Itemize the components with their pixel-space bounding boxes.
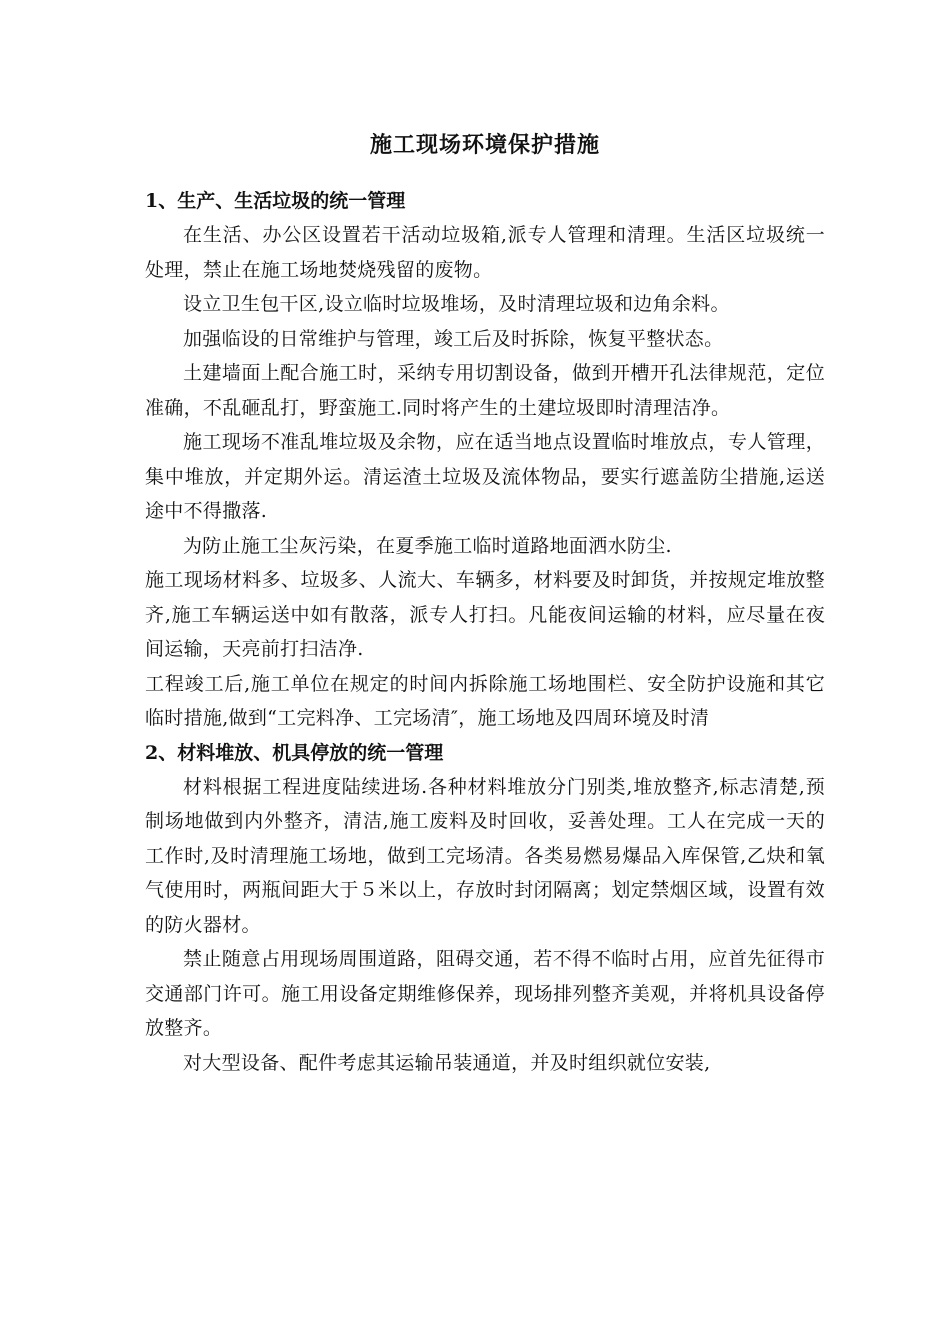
section-heading: 1、生产、生活垃圾的统一管理 (145, 190, 406, 212)
paragraph: 加强临设的日常维护与管理，竣工后及时拆除，恢复平整状态。 (183, 327, 724, 350)
document-page (145, 128, 825, 1080)
paragraph: 禁止随意占用现场周围道路，阻碍交通，若不得不临时占用，应首先征得市交通部门许可。施工用设备定期维修保养，现场排列整齐美观，并将机具设备停放整齐。 (145, 948, 825, 1039)
paragraph: 施工现场材料多、垃圾多、人流大、车辆多，材料要及时卸货，并按规定堆放整齐,施工车辆运送中如有散落，派专人打扫。凡能夜间运输的材料，应尽量在夜间运输，天亮前打扫洁净. (145, 569, 825, 660)
paragraph: 设立卫生包干区,设立临时垃圾堆场，及时清理垃圾和边角余料。 (183, 293, 730, 315)
paragraph: 材料根据工程进度陆续进场.各种材料堆放分门别类,堆放整齐,标志清楚,预制场地做到内外整齐，清洁,施工废料及时回收，妥善处理。工人在完成一天的工作时,及时清理施工场地，做到工完场清。各类易燃易爆品入库保管,乙炔和氧气使用时，两瓶间距大于５米以上，存放时封闭隔离；划定禁烟区域，设置有效的防火器材。 (145, 775, 825, 936)
paragraph: 对大型设备、配件考虑其运输吊装通道，并及时组织就位安装, (183, 1051, 711, 1074)
section-1 (145, 184, 825, 736)
paragraph: 土建墙面上配合施工时，采纳专用切割设备，做到开槽开孔法律规范，定位准确，不乱砸乱打，野蛮施工.同时将产生的土建垃圾即时清理洁净。 (145, 362, 825, 419)
paragraph: 在生活、办公区设置若干活动垃圾箱,派专人管理和清理。生活区垃圾统一处理，禁止在施工场地焚烧残留的废物。 (145, 224, 825, 281)
paragraph: 施工现场不准乱堆垃圾及余物，应在适当地点设置临时堆放点，专人管理，集中堆放，并定期外运。清运渣土垃圾及流体物品，要实行遮盖防尘措施,运送途中不得撒落. (145, 431, 825, 522)
section-heading: 2、材料堆放、机具停放的统一管理 (145, 741, 444, 764)
paragraph: 为防止施工尘灰污染，在夏季施工临时道路地面洒水防尘. (183, 534, 672, 557)
document-title: 施工现场环境保护措施 (369, 132, 600, 158)
section-2 (145, 736, 825, 1081)
paragraph: 工程竣工后,施工单位在规定的时间内拆除施工场地围栏、安全防护设施和其它临时措施,做到“工完料净、工完场清″，施工场地及四周环境及时清 (145, 672, 825, 729)
